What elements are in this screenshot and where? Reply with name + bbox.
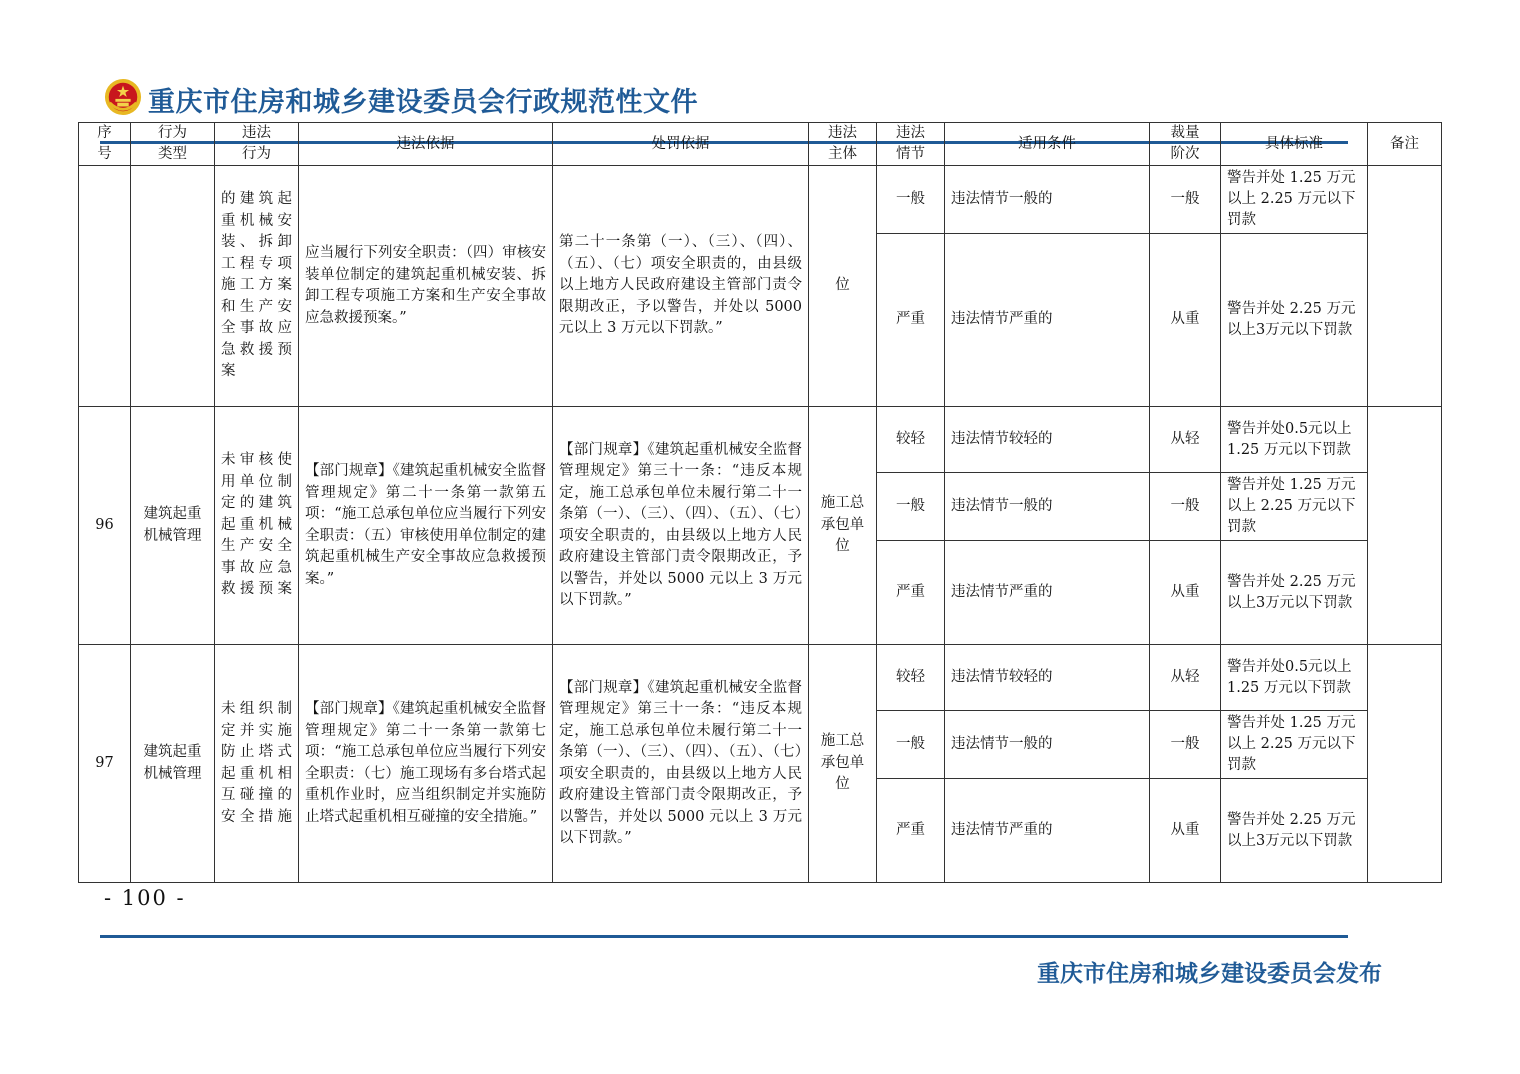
level-cell: 从重 (1150, 541, 1221, 645)
violation-cell: 的建筑起重机械安装、拆卸工程专项施工方案和生产安全事故应急救援预案 (215, 166, 299, 407)
penalty-discretion-table (78, 122, 1442, 883)
level-cell: 从重 (1150, 779, 1221, 883)
header-legal-basis: 违法依据 (299, 123, 553, 166)
penalty-basis-cell: 第二十一条第（一）、（三）、（四）、（五）、（七）项安全职责的，由县级以上地方人民政府建设主管部门责令限期改正，予以警告，并处以 5000 元以上 3 万元以下罚款。” (553, 166, 809, 407)
standard-cell: 警告并处0.5元以上 1.25 万元以下罚款 (1221, 645, 1368, 711)
standard-cell: 警告并处 2.25 万元以上3万元以下罚款 (1221, 779, 1368, 883)
footer-divider (100, 935, 1348, 938)
header-condition: 适用条件 (945, 123, 1150, 166)
legal-basis-cell: 【部门规章】《建筑起重机械安全监督管理规定》第二十一条第一款第七项：“施工总承包单位应当履行下列安全职责：（七）施工现场有多台塔式起重机作业时，应当组织制定并实施防止塔式起重机相互碰撞的安全措施。” (299, 645, 553, 883)
level-cell: 从轻 (1150, 645, 1221, 711)
seq-cell: 96 (79, 407, 131, 645)
condition-cell: 违法情节较轻的 (945, 645, 1150, 711)
table-row (79, 166, 1442, 234)
condition-cell: 违法情节严重的 (945, 234, 1150, 407)
publisher-label: 重庆市住房和城乡建设委员会发布 (1037, 960, 1382, 987)
document-header-title: 重庆市住房和城乡建设委员会行政规范性文件 (148, 87, 698, 118)
circumstance-cell: 严重 (877, 779, 945, 883)
header-behavior-type: 行为 类型 (131, 123, 215, 166)
subject-cell: 位 (809, 166, 877, 407)
remark-cell (1368, 407, 1442, 645)
behavior-type-cell (131, 166, 215, 407)
level-cell: 从重 (1150, 234, 1221, 407)
penalty-basis-cell: 【部门规章】《建筑起重机械安全监督管理规定》第三十一条：“违反本规定，施工总承包单位未履行第二十一条第（一）、（三）、（四）、（五）、（七）项安全职责的，由县级以上地方人民政府建设主管部门责令限期改正，予以警告，并处以 5000 元以上 3 万元以下罚款。” (553, 407, 809, 645)
penalty-basis-cell: 【部门规章】《建筑起重机械安全监督管理规定》第三十一条：“违反本规定，施工总承包单位未履行第二十一条第（一）、（三）、（四）、（五）、（七）项安全职责的，由县级以上地方人民政府建设主管部门责令限期改正，予以警告，并处以 5000 元以上 3 万元以下罚款。” (553, 645, 809, 883)
circumstance-cell: 严重 (877, 541, 945, 645)
behavior-type-cell: 建筑起重机械管理 (131, 407, 215, 645)
circumstance-cell: 一般 (877, 166, 945, 234)
behavior-type-cell: 建筑起重机械管理 (131, 645, 215, 883)
page-number: - 100 - (104, 886, 186, 910)
subject-cell: 施工总承包单位 (809, 645, 877, 883)
header-standard: 具体标准 (1221, 123, 1368, 166)
level-cell: 从轻 (1150, 407, 1221, 473)
condition-cell: 违法情节较轻的 (945, 407, 1150, 473)
table-header-row (79, 123, 1442, 166)
national-emblem-icon (104, 78, 142, 116)
header-penalty-basis: 处罚依据 (553, 123, 809, 166)
remark-cell (1368, 645, 1442, 883)
circumstance-cell: 一般 (877, 711, 945, 779)
table-row (79, 645, 1442, 711)
legal-basis-cell: 【部门规章】《建筑起重机械安全监督管理规定》第二十一条第一款第五项：“施工总承包单位应当履行下列安全职责：（五）审核使用单位制定的建筑起重机械生产安全事故应急救援预案。” (299, 407, 553, 645)
subject-cell: 施工总承包单位 (809, 407, 877, 645)
standard-cell: 警告并处 2.25 万元以上3万元以下罚款 (1221, 541, 1368, 645)
header-subject: 违法 主体 (809, 123, 877, 166)
remark-cell (1368, 166, 1442, 407)
condition-cell: 违法情节一般的 (945, 473, 1150, 541)
header-remark: 备注 (1368, 123, 1442, 166)
header-violation: 违法 行为 (215, 123, 299, 166)
level-cell: 一般 (1150, 166, 1221, 234)
level-cell: 一般 (1150, 473, 1221, 541)
seq-cell (79, 166, 131, 407)
condition-cell: 违法情节一般的 (945, 166, 1150, 234)
legal-basis-cell: 应当履行下列安全职责：（四）审核安装单位制定的建筑起重机械安装、拆卸工程专项施工方案和生产安全事故应急救援预案。” (299, 166, 553, 407)
seq-cell: 97 (79, 645, 131, 883)
standard-cell: 警告并处 1.25 万元以上 2.25 万元以下罚款 (1221, 166, 1368, 234)
standard-cell: 警告并处 1.25 万元以上 2.25 万元以下罚款 (1221, 473, 1368, 541)
condition-cell: 违法情节一般的 (945, 711, 1150, 779)
condition-cell: 违法情节严重的 (945, 541, 1150, 645)
header-circumstance: 违法 情节 (877, 123, 945, 166)
condition-cell: 违法情节严重的 (945, 779, 1150, 883)
standard-cell: 警告并处 2.25 万元以上3万元以下罚款 (1221, 234, 1368, 407)
violation-cell: 未组织制定并实施防止塔式起重机相互碰撞的安全措施 (215, 645, 299, 883)
circumstance-cell: 较轻 (877, 407, 945, 473)
circumstance-cell: 严重 (877, 234, 945, 407)
violation-cell: 未审核使用单位制定的建筑起重机械生产安全事故应急救援预案 (215, 407, 299, 645)
table-row (79, 407, 1442, 473)
circumstance-cell: 一般 (877, 473, 945, 541)
level-cell: 一般 (1150, 711, 1221, 779)
header-seq: 序 号 (79, 123, 131, 166)
standard-cell: 警告并处 1.25 万元以上 2.25 万元以下罚款 (1221, 711, 1368, 779)
header-level: 裁量 阶次 (1150, 123, 1221, 166)
circumstance-cell: 较轻 (877, 645, 945, 711)
standard-cell: 警告并处0.5元以上 1.25 万元以下罚款 (1221, 407, 1368, 473)
